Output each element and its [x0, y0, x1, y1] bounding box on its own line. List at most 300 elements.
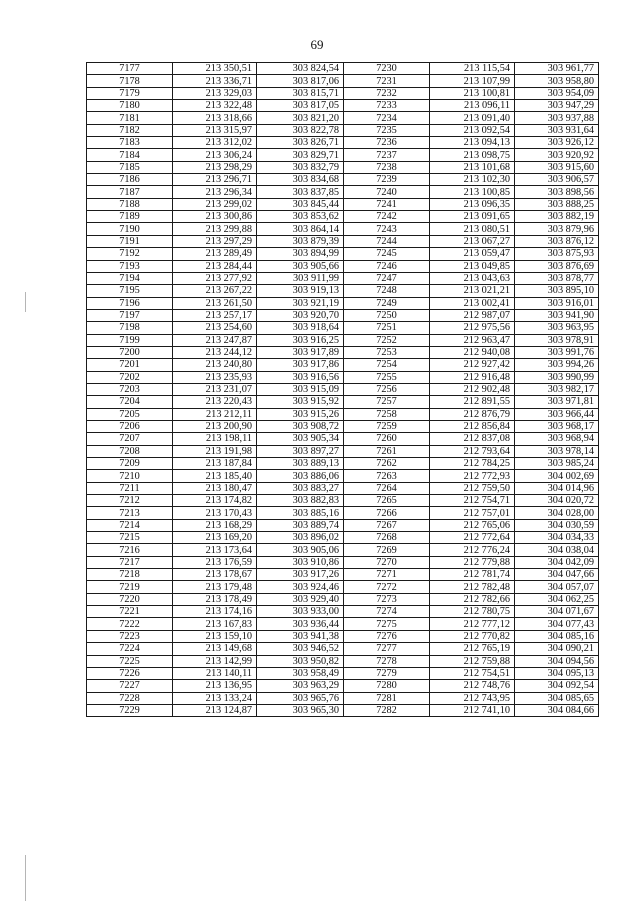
point-number-right: 7277	[344, 643, 430, 655]
y-coordinate-right: 304 047,66	[515, 569, 599, 581]
point-number-right: 7280	[344, 680, 430, 692]
point-number-right: 7270	[344, 556, 430, 568]
x-coordinate-left: 213 124,87	[173, 704, 257, 716]
table-row	[87, 470, 599, 482]
x-coordinate-right: 213 091,65	[430, 211, 515, 223]
x-coordinate-right: 212 927,42	[430, 359, 515, 371]
y-coordinate-right: 303 947,29	[515, 100, 599, 112]
table-row	[87, 112, 599, 124]
y-coordinate-left: 303 965,30	[257, 704, 344, 716]
x-coordinate-right: 213 107,99	[430, 75, 515, 87]
x-coordinate-right: 212 837,08	[430, 433, 515, 445]
point-number-right: 7249	[344, 297, 430, 309]
point-number-left: 7216	[87, 544, 173, 556]
y-coordinate-left: 303 864,14	[257, 223, 344, 235]
y-coordinate-right: 304 085,65	[515, 692, 599, 704]
table-row	[87, 359, 599, 371]
y-coordinate-left: 303 889,13	[257, 458, 344, 470]
point-number-left: 7226	[87, 667, 173, 679]
point-number-left: 7191	[87, 235, 173, 247]
table-row	[87, 420, 599, 432]
x-coordinate-right: 213 102,30	[430, 174, 515, 186]
table-row	[87, 643, 599, 655]
table-row	[87, 235, 599, 247]
table-row	[87, 137, 599, 149]
y-coordinate-left: 303 826,71	[257, 137, 344, 149]
x-coordinate-right: 212 781,74	[430, 569, 515, 581]
x-coordinate-left: 213 244,12	[173, 346, 257, 358]
x-coordinate-right: 213 049,85	[430, 260, 515, 272]
point-number-right: 7259	[344, 420, 430, 432]
point-number-right: 7275	[344, 618, 430, 630]
x-coordinate-right: 212 770,82	[430, 630, 515, 642]
table-row	[87, 272, 599, 284]
y-coordinate-right: 303 958,80	[515, 75, 599, 87]
x-coordinate-left: 213 318,66	[173, 112, 257, 124]
table-row	[87, 495, 599, 507]
y-coordinate-right: 304 094,56	[515, 655, 599, 667]
point-number-left: 7218	[87, 569, 173, 581]
point-number-right: 7247	[344, 272, 430, 284]
y-coordinate-left: 303 919,13	[257, 285, 344, 297]
point-number-right: 7235	[344, 124, 430, 136]
point-number-left: 7202	[87, 371, 173, 383]
y-coordinate-right: 304 030,59	[515, 519, 599, 531]
point-number-left: 7219	[87, 581, 173, 593]
y-coordinate-left: 303 897,27	[257, 445, 344, 457]
y-coordinate-left: 303 822,78	[257, 124, 344, 136]
table-row	[87, 445, 599, 457]
point-number-right: 7266	[344, 507, 430, 519]
x-coordinate-right: 212 782,48	[430, 581, 515, 593]
table-row	[87, 618, 599, 630]
y-coordinate-left: 303 911,99	[257, 272, 344, 284]
x-coordinate-left: 213 178,49	[173, 593, 257, 605]
y-coordinate-right: 303 906,57	[515, 174, 599, 186]
y-coordinate-right: 303 926,12	[515, 137, 599, 149]
x-coordinate-right: 213 101,68	[430, 161, 515, 173]
point-number-right: 7245	[344, 248, 430, 260]
point-number-left: 7228	[87, 692, 173, 704]
table-row	[87, 371, 599, 383]
y-coordinate-right: 304 028,00	[515, 507, 599, 519]
x-coordinate-right: 213 115,54	[430, 63, 515, 75]
table-row	[87, 458, 599, 470]
y-coordinate-left: 303 933,00	[257, 606, 344, 618]
x-coordinate-left: 213 136,95	[173, 680, 257, 692]
point-number-left: 7225	[87, 655, 173, 667]
x-coordinate-left: 213 240,80	[173, 359, 257, 371]
x-coordinate-left: 213 350,51	[173, 63, 257, 75]
y-coordinate-left: 303 886,06	[257, 470, 344, 482]
y-coordinate-left: 303 905,66	[257, 260, 344, 272]
x-coordinate-right: 212 856,84	[430, 420, 515, 432]
table-row	[87, 532, 599, 544]
point-number-left: 7196	[87, 297, 173, 309]
x-coordinate-left: 213 235,93	[173, 371, 257, 383]
point-number-left: 7209	[87, 458, 173, 470]
point-number-left: 7193	[87, 260, 173, 272]
x-coordinate-right: 213 096,11	[430, 100, 515, 112]
y-coordinate-left: 303 920,70	[257, 309, 344, 321]
table-row	[87, 198, 599, 210]
point-number-left: 7220	[87, 593, 173, 605]
y-coordinate-right: 303 941,90	[515, 309, 599, 321]
x-coordinate-left: 213 296,71	[173, 174, 257, 186]
y-coordinate-left: 303 905,34	[257, 433, 344, 445]
x-coordinate-right: 212 987,07	[430, 309, 515, 321]
x-coordinate-left: 213 299,02	[173, 198, 257, 210]
table-row	[87, 334, 599, 346]
y-coordinate-right: 303 994,26	[515, 359, 599, 371]
y-coordinate-left: 303 829,71	[257, 149, 344, 161]
table-row	[87, 593, 599, 605]
x-coordinate-right: 212 780,75	[430, 606, 515, 618]
point-number-right: 7282	[344, 704, 430, 716]
table-row	[87, 223, 599, 235]
point-number-right: 7248	[344, 285, 430, 297]
x-coordinate-left: 213 140,11	[173, 667, 257, 679]
y-coordinate-left: 303 889,74	[257, 519, 344, 531]
x-coordinate-right: 212 743,95	[430, 692, 515, 704]
x-coordinate-left: 213 297,29	[173, 235, 257, 247]
point-number-right: 7241	[344, 198, 430, 210]
table-row	[87, 161, 599, 173]
point-number-left: 7184	[87, 149, 173, 161]
y-coordinate-right: 303 963,95	[515, 322, 599, 334]
table-row	[87, 285, 599, 297]
point-number-right: 7231	[344, 75, 430, 87]
table-row	[87, 260, 599, 272]
point-number-right: 7274	[344, 606, 430, 618]
x-coordinate-right: 212 741,10	[430, 704, 515, 716]
point-number-right: 7276	[344, 630, 430, 642]
x-coordinate-right: 213 080,51	[430, 223, 515, 235]
point-number-right: 7255	[344, 371, 430, 383]
x-coordinate-right: 212 916,48	[430, 371, 515, 383]
point-number-right: 7250	[344, 309, 430, 321]
y-coordinate-left: 303 832,79	[257, 161, 344, 173]
scan-margin-mark	[25, 855, 26, 901]
y-coordinate-right: 304 077,43	[515, 618, 599, 630]
point-number-left: 7213	[87, 507, 173, 519]
x-coordinate-left: 213 200,90	[173, 420, 257, 432]
table-row	[87, 408, 599, 420]
table-row	[87, 680, 599, 692]
y-coordinate-right: 303 882,19	[515, 211, 599, 223]
y-coordinate-right: 304 092,54	[515, 680, 599, 692]
y-coordinate-left: 303 905,06	[257, 544, 344, 556]
y-coordinate-right: 304 062,25	[515, 593, 599, 605]
table-row	[87, 556, 599, 568]
point-number-left: 7206	[87, 420, 173, 432]
table-row	[87, 211, 599, 223]
x-coordinate-right: 213 100,85	[430, 186, 515, 198]
y-coordinate-left: 303 834,68	[257, 174, 344, 186]
y-coordinate-right: 303 954,09	[515, 87, 599, 99]
x-coordinate-right: 212 777,12	[430, 618, 515, 630]
x-coordinate-left: 213 185,40	[173, 470, 257, 482]
y-coordinate-left: 303 963,29	[257, 680, 344, 692]
x-coordinate-left: 213 170,43	[173, 507, 257, 519]
x-coordinate-right: 213 059,47	[430, 248, 515, 260]
table-row	[87, 704, 599, 716]
x-coordinate-right: 212 754,71	[430, 495, 515, 507]
point-number-right: 7281	[344, 692, 430, 704]
y-coordinate-right: 304 071,67	[515, 606, 599, 618]
x-coordinate-right: 213 091,40	[430, 112, 515, 124]
y-coordinate-right: 303 931,64	[515, 124, 599, 136]
scan-margin-mark	[25, 292, 26, 312]
y-coordinate-right: 304 057,07	[515, 581, 599, 593]
point-number-left: 7210	[87, 470, 173, 482]
y-coordinate-right: 303 971,81	[515, 396, 599, 408]
y-coordinate-left: 303 924,46	[257, 581, 344, 593]
y-coordinate-right: 304 090,21	[515, 643, 599, 655]
table-row	[87, 346, 599, 358]
table-row	[87, 149, 599, 161]
table-row	[87, 124, 599, 136]
point-number-left: 7204	[87, 396, 173, 408]
y-coordinate-left: 303 885,16	[257, 507, 344, 519]
coordinates-table-body	[87, 63, 599, 717]
point-number-right: 7233	[344, 100, 430, 112]
point-number-right: 7273	[344, 593, 430, 605]
x-coordinate-left: 213 277,92	[173, 272, 257, 284]
point-number-right: 7242	[344, 211, 430, 223]
x-coordinate-right: 212 784,25	[430, 458, 515, 470]
y-coordinate-left: 303 896,02	[257, 532, 344, 544]
y-coordinate-right: 304 020,72	[515, 495, 599, 507]
x-coordinate-left: 213 167,83	[173, 618, 257, 630]
table-row	[87, 519, 599, 531]
point-number-left: 7207	[87, 433, 173, 445]
y-coordinate-right: 303 888,25	[515, 198, 599, 210]
x-coordinate-left: 213 296,34	[173, 186, 257, 198]
x-coordinate-left: 213 231,07	[173, 383, 257, 395]
point-number-left: 7181	[87, 112, 173, 124]
y-coordinate-left: 303 821,20	[257, 112, 344, 124]
point-number-right: 7234	[344, 112, 430, 124]
table-row	[87, 544, 599, 556]
point-number-left: 7200	[87, 346, 173, 358]
x-coordinate-left: 213 298,29	[173, 161, 257, 173]
point-number-right: 7244	[344, 235, 430, 247]
point-number-right: 7238	[344, 161, 430, 173]
y-coordinate-left: 303 936,44	[257, 618, 344, 630]
table-row	[87, 383, 599, 395]
point-number-left: 7194	[87, 272, 173, 284]
x-coordinate-left: 213 179,48	[173, 581, 257, 593]
point-number-right: 7243	[344, 223, 430, 235]
y-coordinate-right: 303 879,96	[515, 223, 599, 235]
y-coordinate-right: 304 034,33	[515, 532, 599, 544]
point-number-left: 7222	[87, 618, 173, 630]
table-row	[87, 174, 599, 186]
y-coordinate-right: 303 991,76	[515, 346, 599, 358]
point-number-left: 7203	[87, 383, 173, 395]
x-coordinate-left: 213 198,11	[173, 433, 257, 445]
table-row	[87, 581, 599, 593]
y-coordinate-right: 303 915,60	[515, 161, 599, 173]
point-number-right: 7246	[344, 260, 430, 272]
y-coordinate-left: 303 837,85	[257, 186, 344, 198]
y-coordinate-right: 303 898,56	[515, 186, 599, 198]
y-coordinate-left: 303 958,49	[257, 667, 344, 679]
y-coordinate-left: 303 879,39	[257, 235, 344, 247]
y-coordinate-right: 304 085,16	[515, 630, 599, 642]
x-coordinate-right: 213 092,54	[430, 124, 515, 136]
point-number-left: 7177	[87, 63, 173, 75]
y-coordinate-left: 303 824,54	[257, 63, 344, 75]
y-coordinate-right: 303 876,69	[515, 260, 599, 272]
x-coordinate-right: 213 067,27	[430, 235, 515, 247]
point-number-left: 7180	[87, 100, 173, 112]
table-row	[87, 630, 599, 642]
x-coordinate-right: 212 782,66	[430, 593, 515, 605]
y-coordinate-right: 303 937,88	[515, 112, 599, 124]
point-number-right: 7253	[344, 346, 430, 358]
x-coordinate-right: 212 776,24	[430, 544, 515, 556]
table-row	[87, 482, 599, 494]
x-coordinate-left: 213 315,97	[173, 124, 257, 136]
point-number-left: 7192	[87, 248, 173, 260]
y-coordinate-left: 303 916,25	[257, 334, 344, 346]
y-coordinate-right: 304 084,66	[515, 704, 599, 716]
point-number-left: 7198	[87, 322, 173, 334]
x-coordinate-right: 213 043,63	[430, 272, 515, 284]
x-coordinate-left: 213 149,68	[173, 643, 257, 655]
point-number-left: 7223	[87, 630, 173, 642]
y-coordinate-left: 303 946,52	[257, 643, 344, 655]
x-coordinate-left: 213 176,59	[173, 556, 257, 568]
x-coordinate-left: 213 289,49	[173, 248, 257, 260]
x-coordinate-left: 213 336,71	[173, 75, 257, 87]
x-coordinate-right: 212 963,47	[430, 334, 515, 346]
x-coordinate-right: 213 098,75	[430, 149, 515, 161]
y-coordinate-right: 304 038,04	[515, 544, 599, 556]
x-coordinate-left: 213 284,44	[173, 260, 257, 272]
x-coordinate-left: 213 254,60	[173, 322, 257, 334]
y-coordinate-left: 303 915,09	[257, 383, 344, 395]
y-coordinate-right: 303 878,77	[515, 272, 599, 284]
table-row	[87, 100, 599, 112]
point-number-right: 7252	[344, 334, 430, 346]
point-number-right: 7261	[344, 445, 430, 457]
point-number-left: 7179	[87, 87, 173, 99]
table-row	[87, 507, 599, 519]
y-coordinate-right: 304 095,13	[515, 667, 599, 679]
point-number-right: 7236	[344, 137, 430, 149]
x-coordinate-left: 213 312,02	[173, 137, 257, 149]
point-number-right: 7272	[344, 581, 430, 593]
x-coordinate-right: 213 096,35	[430, 198, 515, 210]
table-row	[87, 692, 599, 704]
y-coordinate-right: 303 978,91	[515, 334, 599, 346]
x-coordinate-left: 213 299,88	[173, 223, 257, 235]
point-number-right: 7279	[344, 667, 430, 679]
point-number-left: 7217	[87, 556, 173, 568]
point-number-right: 7264	[344, 482, 430, 494]
page-number: 69	[310, 37, 324, 52]
y-coordinate-left: 303 916,56	[257, 371, 344, 383]
y-coordinate-left: 303 941,38	[257, 630, 344, 642]
y-coordinate-left: 303 917,89	[257, 346, 344, 358]
x-coordinate-right: 212 754,51	[430, 667, 515, 679]
point-number-left: 7212	[87, 495, 173, 507]
point-number-left: 7178	[87, 75, 173, 87]
x-coordinate-left: 213 169,20	[173, 532, 257, 544]
x-coordinate-right: 212 765,06	[430, 519, 515, 531]
point-number-right: 7267	[344, 519, 430, 531]
point-number-right: 7237	[344, 149, 430, 161]
x-coordinate-right: 212 772,93	[430, 470, 515, 482]
x-coordinate-left: 213 329,03	[173, 87, 257, 99]
point-number-left: 7183	[87, 137, 173, 149]
y-coordinate-left: 303 915,26	[257, 408, 344, 420]
x-coordinate-left: 213 267,22	[173, 285, 257, 297]
point-number-left: 7185	[87, 161, 173, 173]
table-row	[87, 667, 599, 679]
y-coordinate-right: 303 916,01	[515, 297, 599, 309]
y-coordinate-right: 303 920,92	[515, 149, 599, 161]
table-row	[87, 186, 599, 198]
x-coordinate-right: 212 975,56	[430, 322, 515, 334]
y-coordinate-left: 303 883,27	[257, 482, 344, 494]
point-number-right: 7265	[344, 495, 430, 507]
y-coordinate-left: 303 908,72	[257, 420, 344, 432]
x-coordinate-right: 212 765,19	[430, 643, 515, 655]
y-coordinate-left: 303 817,05	[257, 100, 344, 112]
point-number-right: 7256	[344, 383, 430, 395]
coordinates-table	[86, 62, 599, 717]
y-coordinate-right: 304 002,69	[515, 470, 599, 482]
point-number-left: 7190	[87, 223, 173, 235]
x-coordinate-left: 213 257,17	[173, 309, 257, 321]
x-coordinate-left: 213 220,43	[173, 396, 257, 408]
point-number-left: 7195	[87, 285, 173, 297]
x-coordinate-right: 212 772,64	[430, 532, 515, 544]
x-coordinate-right: 212 902,48	[430, 383, 515, 395]
table-row	[87, 75, 599, 87]
point-number-left: 7186	[87, 174, 173, 186]
y-coordinate-right: 303 990,99	[515, 371, 599, 383]
point-number-left: 7211	[87, 482, 173, 494]
point-number-left: 7187	[87, 186, 173, 198]
point-number-right: 7269	[344, 544, 430, 556]
point-number-left: 7199	[87, 334, 173, 346]
x-coordinate-right: 212 748,76	[430, 680, 515, 692]
y-coordinate-left: 303 845,44	[257, 198, 344, 210]
point-number-left: 7205	[87, 408, 173, 420]
point-number-right: 7271	[344, 569, 430, 581]
point-number-left: 7201	[87, 359, 173, 371]
point-number-right: 7278	[344, 655, 430, 667]
y-coordinate-left: 303 917,26	[257, 569, 344, 581]
y-coordinate-left: 303 950,82	[257, 655, 344, 667]
table-row	[87, 655, 599, 667]
point-number-left: 7197	[87, 309, 173, 321]
table-row	[87, 63, 599, 75]
point-number-left: 7208	[87, 445, 173, 457]
point-number-right: 7263	[344, 470, 430, 482]
table-row	[87, 87, 599, 99]
point-number-right: 7260	[344, 433, 430, 445]
x-coordinate-right: 212 759,50	[430, 482, 515, 494]
x-coordinate-left: 213 173,64	[173, 544, 257, 556]
point-number-right: 7251	[344, 322, 430, 334]
x-coordinate-right: 213 094,13	[430, 137, 515, 149]
